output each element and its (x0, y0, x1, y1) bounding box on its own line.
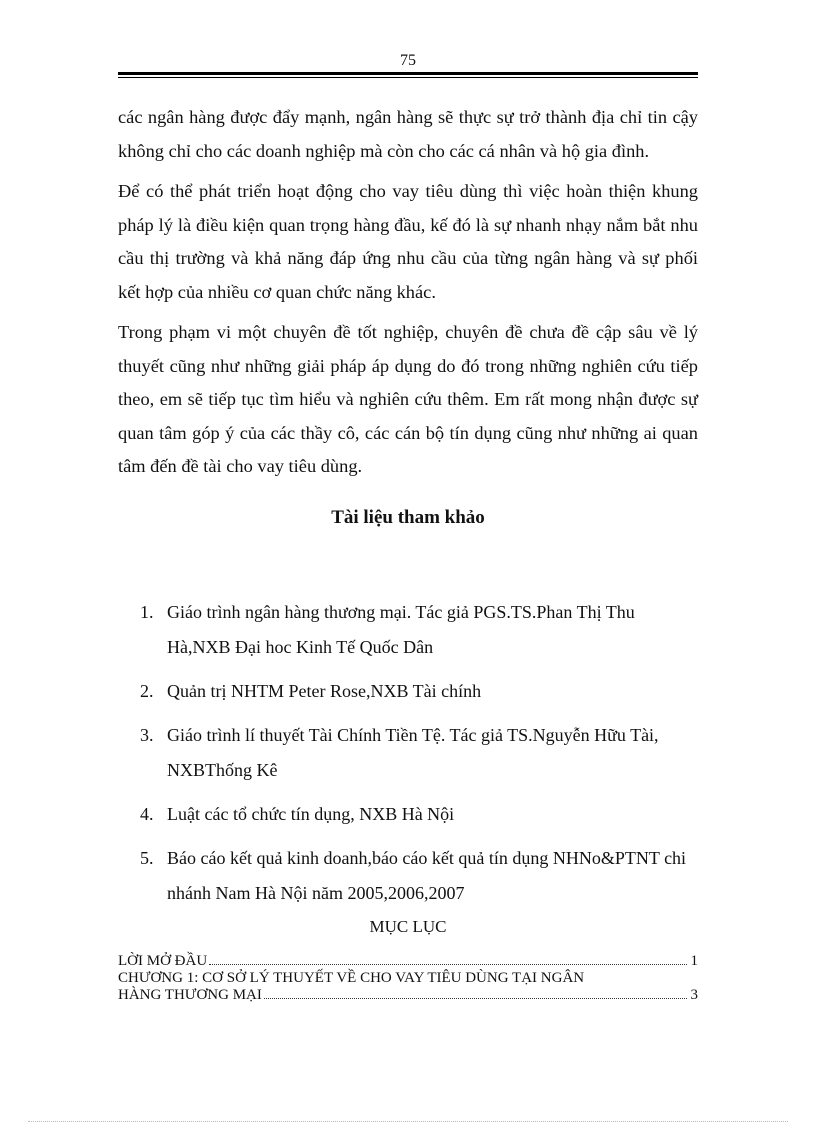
reference-number: 4. (140, 804, 154, 824)
reference-number: 5. (140, 848, 154, 868)
toc-entry-line[interactable]: CHƯƠNG 1: CƠ SỞ LÝ THUYẾT VỀ CHO VAY TIÊU DÙNG TẠI NGÂN (118, 970, 585, 986)
reference-item (140, 595, 700, 665)
toc-entry-page: 1 (690, 953, 698, 969)
toc-leader-dots (264, 998, 687, 999)
reference-text: Báo cáo kết quả kinh doanh,báo cáo kết quả tín dụng NHNo&PTNT chi nhánh Nam Hà Nội năm 2005,2006,2007 (167, 848, 687, 903)
footer-dotted-border (28, 1121, 788, 1122)
reference-number: 2. (140, 681, 154, 701)
reference-item (140, 797, 700, 832)
reference-item (140, 841, 700, 911)
reference-number: 1. (140, 602, 154, 622)
toc-entry[interactable] (118, 953, 698, 970)
toc-entry[interactable] (118, 987, 698, 1004)
reference-number: 3. (140, 725, 154, 745)
paragraph: Trong phạm vi một chuyên đề tốt nghiệp, chuyên đề chưa đề cập sâu về lý thuyết cũng như những giải pháp áp dụng do đó trong những nghiên cứu tiếp theo, em sẽ tiếp tục tìm hiểu và nghiên cứu thêm. Em rất mong nhận được sự quan tâm góp ý của các thầy cô, các cán bộ tín dụng cũng như những ai quan tâm đến đề tài cho vay tiêu dùng. (118, 322, 698, 476)
references-heading: Tài liệu tham khảo (331, 507, 485, 528)
reference-text: Quản trị NHTM Peter Rose,NXB Tài chính (167, 681, 482, 701)
body-text (118, 101, 698, 491)
references-list (140, 595, 700, 920)
header-rule-thin (118, 77, 698, 78)
toc-leader-dots (209, 964, 686, 965)
reference-item (140, 674, 700, 709)
reference-text: Giáo trình ngân hàng thương mại. Tác giả PGS.TS.Phan Thị Thu Hà,NXB Đại hoc Kinh Tế Quốc Dân (167, 602, 635, 657)
paragraph: Để có thể phát triển hoạt động cho vay tiêu dùng thì việc hoàn thiện khung pháp lý là điều kiện quan trọng hàng đầu, kế đó là sự nhanh nhạy nắm bắt nhu cầu thị trường và khả năng đáp ứng nhu cầu của từng ngân hàng và sự phối kết hợp của nhiều cơ quan chức năng khác. (118, 181, 698, 302)
table-of-contents (118, 953, 698, 1004)
reference-text: Luật các tổ chức tín dụng, NXB Hà Nội (167, 804, 455, 824)
header-rule-thick (118, 72, 698, 75)
paragraph: các ngân hàng được đẩy mạnh, ngân hàng sẽ thực sự trở thành địa chỉ tin cậy không chỉ cho các doanh nghiệp mà còn cho các cá nhân và hộ gia đình. (118, 107, 698, 161)
page-number: 75 (400, 52, 416, 69)
toc-entry-label: LỜI MỞ ĐẦU (118, 953, 208, 969)
toc-title: MỤC LỤC (369, 917, 447, 936)
toc-entry-label: HÀNG THƯƠNG MẠI (118, 987, 262, 1003)
reference-item (140, 718, 700, 788)
reference-text: Giáo trình lí thuyết Tài Chính Tiền Tệ. Tác giả TS.Nguyễn Hữu Tài, NXBThống Kê (167, 725, 659, 780)
toc-entry-page: 3 (690, 987, 698, 1003)
